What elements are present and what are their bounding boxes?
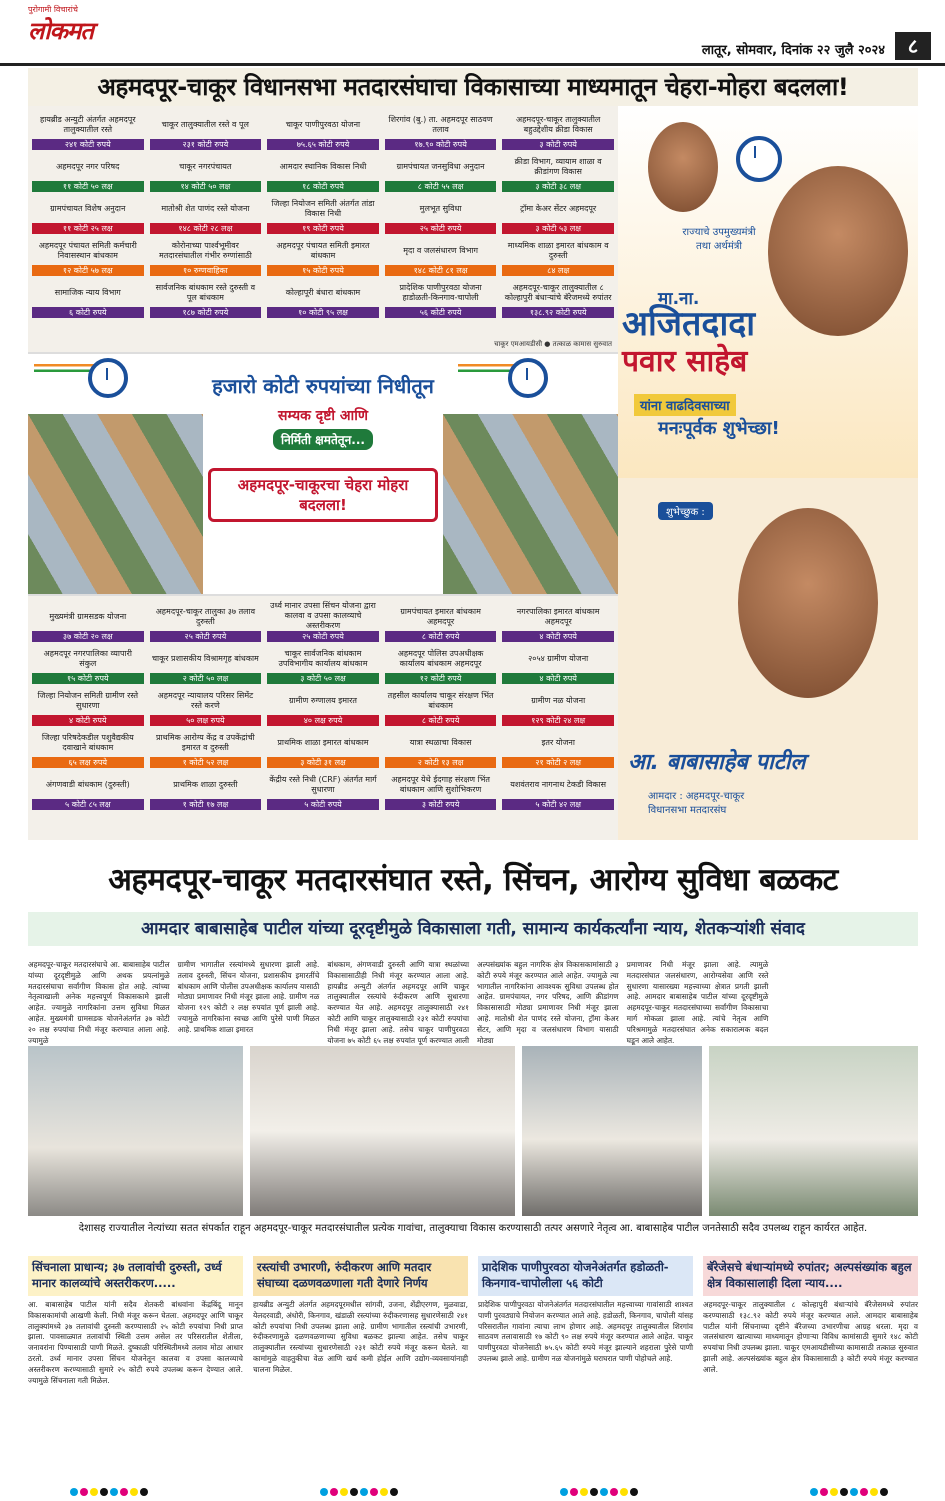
work-amount: ५६ कोटी रुपये bbox=[385, 307, 497, 318]
subsection bbox=[253, 1256, 468, 1460]
work-item bbox=[385, 110, 497, 150]
registration-dot bbox=[340, 1488, 348, 1496]
work-label: अहमदपूर पंचायत समिती इमारत बांधकाम bbox=[276, 240, 370, 260]
article-column: अहमदपूर-चाकूर मतदारसंघाचे आ. बाबासाहेब पाटील यांच्या दूरदृष्टीमुळे आणि अथक प्रयत्नांमुळे मतदारसंघाचा सर्वांगीण विकास होत आहे. त्यांच्या नेतृत्वाखाली अनेक महत्त्वपूर्ण विकासकामे झाली आहेत. ज्यामुळे नागरिकांना उत्तम सुविधा मिळत आहेत. मुख्यमंत्री ग्रामसडक योजनेअंतर्गत ३७ कोटी २० लक्ष रुपयांचा निधी मंजूर करण्यात आला आहे. ज्यामुळे bbox=[28, 960, 170, 1045]
work-item bbox=[385, 194, 497, 234]
work-label: ग्रामपंचायत इमारत बांधकाम अहमदपूर bbox=[400, 606, 481, 626]
work-item bbox=[502, 110, 614, 150]
work-label: अहमदपूर पंचायत समिती कर्मचारी निवासस्थान बांधकाम bbox=[38, 240, 137, 260]
work-label: माध्यमिक शाळा इमारत बांधकाम व दुरुस्ती bbox=[507, 240, 609, 260]
registration-dot bbox=[80, 1488, 88, 1496]
work-item bbox=[150, 728, 262, 768]
work-amount: २ कोटी ५० लक्ष bbox=[150, 673, 262, 684]
work-amount: १८७ कोटी रुपये bbox=[150, 307, 262, 318]
work-amount: १२ कोटी ५७ लक्ष bbox=[32, 265, 144, 276]
work-item bbox=[32, 644, 144, 684]
work-item bbox=[32, 770, 144, 810]
advertisement-panel bbox=[28, 106, 918, 840]
work-label: प्राथमिक शाळा दुरुस्ती bbox=[173, 779, 238, 789]
slogan-banner bbox=[28, 340, 618, 596]
work-amount: ३ कोटी रुपये bbox=[502, 139, 614, 150]
work-label: मृदा व जलसंधारण विभाग bbox=[403, 245, 478, 255]
work-label: नगरपालिका इमारत बांधकाम अहमदपूर bbox=[516, 606, 600, 626]
mla-name: आ. बाबासाहेब पाटील bbox=[628, 750, 806, 775]
work-amount: ४ कोटी रुपये bbox=[32, 715, 144, 726]
work-amount: ३७ कोटी २० लक्ष bbox=[32, 631, 144, 642]
subsection-text: प्रादेशिक पाणीपुरवठा योजनेअंतर्गत मतदारसंघातील महत्त्वाच्या गावांसाठी शाश्वत पाणी पुरवठ्याचे नियोजन करण्यात आले आहे. हडोळती, किनगाव, चापोली यांसह परिसरातील गावांना त्याचा लाभ होणार आहे. अहमदपूर तालुक्यातील शिरगांव साठवण तलावासाठी १७ कोटी ९० लक्ष रुपये मंजूर करण्यात आले आहेत. चाकूर पाणीपुरवठा योजनेसाठी ७५.६५ कोटी रुपये मंजूर झाल्याने शहराला पुरेसे पाणी उपलब्ध झाले आहे. ग्रामीण नळ योजनांमुळे घराघरात पाणी पोहोचले आहे. bbox=[478, 1300, 693, 1363]
work-label: ग्रामीण नळ योजना bbox=[531, 695, 586, 705]
work-amount: १५ कोटी रुपये bbox=[32, 673, 144, 684]
subsection-title: रस्त्यांची उभारणी, रुंदीकरण आणि मतदार संघाच्या दळणवळणाला गती देणारे निर्णय bbox=[253, 1256, 468, 1296]
registration-dot bbox=[90, 1488, 98, 1496]
work-label: यशवंतराव नागनाथ टेकडी विकास bbox=[510, 779, 607, 789]
work-label: अहमदपूर-चाकूर तालुका ३७ तलाव दुरुस्ती bbox=[155, 606, 256, 626]
work-item bbox=[32, 236, 144, 276]
work-label: चाकूर सार्वजनिक बांधकाम उपविभागीय कार्यालय बांधकाम bbox=[278, 648, 368, 668]
work-item bbox=[267, 110, 379, 150]
newspaper-logo: लोकमत bbox=[28, 17, 93, 45]
registration-dot bbox=[830, 1488, 838, 1496]
masthead bbox=[0, 0, 945, 66]
work-amount: ८ कोटी रुपये bbox=[385, 631, 497, 642]
slogan-text bbox=[208, 374, 438, 522]
work-item bbox=[150, 152, 262, 192]
work-label: अहमदपूर न्यायालय परिसर सिमेंट रस्ते करणे bbox=[157, 690, 254, 710]
work-amount: २५ कोटी रुपये bbox=[150, 631, 262, 642]
work-amount: ६५ लक्ष रुपये bbox=[32, 757, 144, 768]
portrait-mla bbox=[738, 508, 878, 698]
work-item bbox=[150, 644, 262, 684]
work-item bbox=[267, 602, 379, 642]
work-amount: ७५.६५ कोटी रुपये bbox=[267, 139, 379, 150]
registration-dot bbox=[380, 1488, 388, 1496]
photo-caption: देशासह राज्यातील नेत्यांच्या सतत संपर्कात राहून अहमदपूर-चाकूर मतदारसंघातील प्रत्येक गावांचा, तालुक्याचा विकास करण्यासाठी तत्पर असणारे नेतृत्व आ. बाबासाहेब पाटील जनतेसाठी सदैव उपलब्ध राहून कार्यरत आहेत. bbox=[78, 1223, 868, 1234]
work-item bbox=[385, 686, 497, 726]
registration-dot bbox=[820, 1488, 828, 1496]
work-item bbox=[502, 644, 614, 684]
work-item bbox=[32, 602, 144, 642]
portrait-large bbox=[768, 166, 908, 336]
subsection-title: बॅरेजेसचे बंधाऱ्यांमध्ये रुपांतर; अल्पसंख्यांक बहुल क्षेत्र विकासालाही दिला न्याय.... bbox=[703, 1256, 918, 1296]
work-item bbox=[32, 110, 144, 150]
greeting-top bbox=[618, 106, 918, 478]
work-amount: १ कोटी १७ लक्ष bbox=[150, 799, 262, 810]
work-label: हायब्रीड अन्युटी अंतर्गत अहमदपूर तालुक्यातील रस्ते bbox=[39, 114, 136, 134]
work-label: इतर योजना bbox=[541, 737, 575, 747]
work-label: जिल्हा नियोजन समिती ग्रामीण रस्ते सुधारणा bbox=[37, 690, 139, 710]
greeting-bottom bbox=[618, 478, 918, 840]
work-label: क्रीडा विभाग, व्यायाम शाळा व क्रीडांगण विकास bbox=[514, 156, 602, 176]
work-item bbox=[502, 236, 614, 276]
work-amount: ४ कोटी रुपये bbox=[502, 631, 614, 642]
work-amount: २ कोटी १३ लक्ष bbox=[385, 757, 497, 768]
work-label: सार्वजनिक बांधकाम रस्ते दुरुस्ती व पूल बांधकाम bbox=[155, 282, 256, 302]
registration-dot bbox=[870, 1488, 878, 1496]
work-label: आमदार स्थानिक विकास निधी bbox=[279, 161, 367, 171]
work-amount: ४० लक्ष रुपये bbox=[267, 715, 379, 726]
photo bbox=[709, 1046, 918, 1216]
work-label: उर्ध्व मानार उपसा सिंचन योजना द्वारा कालवा व उपसा कालव्याचे अस्तरीकरण bbox=[270, 601, 376, 630]
clock-icon bbox=[508, 358, 548, 398]
registration-dot bbox=[140, 1488, 148, 1496]
registration-dot bbox=[390, 1488, 398, 1496]
work-amount: २३१ कोटी रुपये bbox=[150, 139, 262, 150]
photo-collage-right bbox=[443, 414, 618, 594]
work-item bbox=[150, 110, 262, 150]
work-item bbox=[502, 194, 614, 234]
work-amount: ३ कोटी ३१ लक्ष bbox=[267, 757, 379, 768]
registration-dot bbox=[70, 1488, 78, 1496]
work-label: ग्रामपंचायत विशेष अनुदान bbox=[50, 203, 126, 213]
work-amount: १ कोटी ५२ लक्ष bbox=[150, 757, 262, 768]
work-item bbox=[502, 686, 614, 726]
work-item bbox=[267, 194, 379, 234]
work-amount: २५ कोटी रुपये bbox=[267, 631, 379, 642]
work-amount: २४१ कोटी रुपये bbox=[32, 139, 144, 150]
work-amount: १२९ कोटी २४ लक्ष bbox=[502, 715, 614, 726]
work-amount: ३ कोटी ३८ लक्ष bbox=[502, 181, 614, 192]
work-amount: १४८ कोटी ८१ लक्ष bbox=[385, 265, 497, 276]
registration-dot bbox=[110, 1488, 118, 1496]
work-item bbox=[267, 236, 379, 276]
work-amount: ८४ लक्ष bbox=[502, 265, 614, 276]
slogan-line-4: अहमदपूर-चाकूरचा चेहरा मोहरा बदलला! bbox=[208, 468, 438, 522]
registration-dot bbox=[880, 1488, 888, 1496]
wishes-line: मनःपूर्वक शुभेच्छा! bbox=[658, 418, 780, 439]
work-amount: १४ कोटी ५० लक्ष bbox=[150, 181, 262, 192]
work-label: मुख्यमंत्री ग्रामसडक योजना bbox=[49, 611, 127, 621]
clock-icon bbox=[88, 358, 128, 398]
mla-role bbox=[648, 790, 744, 818]
work-item bbox=[32, 152, 144, 192]
work-amount: ५ कोटी रुपये bbox=[267, 799, 379, 810]
work-item bbox=[502, 152, 614, 192]
photo bbox=[250, 1046, 515, 1216]
work-label: ग्रामपंचायत जनसुविधा अनुदान bbox=[396, 161, 485, 171]
greeting-ad bbox=[618, 106, 918, 840]
issue-date: लातूर, सोमवार, दिनांक २२ जुलै २०२४ bbox=[701, 43, 885, 58]
registration-dot bbox=[600, 1488, 608, 1496]
work-item bbox=[385, 602, 497, 642]
honorific: मा.ना. bbox=[658, 289, 700, 309]
name-first: अजितदादा bbox=[622, 304, 756, 344]
work-label: जिल्हा परिषदेकडील पशुवैद्यकीय दवाखाने बांधकाम bbox=[41, 732, 134, 752]
work-amount: १३८.९२ कोटी रुपये bbox=[502, 307, 614, 318]
article-column: बांधकाम, अंगणवाडी दुरुस्ती आणि यात्रा स्थळांच्या विकासासाठीही निधी मंजूर करण्यात आला आहे. हायब्रीड अन्युटी अंतर्गत अहमदपूर आणि चाकूर तालुक्यातील रस्त्यांचे रुंदीकरण आणि सुधारणा करण्यात येत आहे. अहमदपूर तालुक्यासाठी २४१ कोटी आणि चाकूर तालुक्यासाठी २३१ कोटी रुपयांचा निधी मंजूर झाला आहे. तसेच चाकूर पाणीपुरवठा योजना ७५ कोटी ६५ लक्ष रुपयांत पूर्ण करण्यात आली bbox=[327, 960, 469, 1045]
work-item bbox=[502, 278, 614, 318]
work-amount: २१ कोटी २ लक्ष bbox=[502, 757, 614, 768]
work-item bbox=[385, 278, 497, 318]
work-label: अहमदपूर-चाकूर तालुक्यातील ८ कोल्हापुरी बंधाऱ्यांचे बॅरेजमध्ये रुपांतर bbox=[504, 282, 612, 302]
slogan-line-3: निर्मिती क्षमतेतून... bbox=[273, 429, 373, 450]
work-amount: २५ कोटी रुपये bbox=[385, 223, 497, 234]
registration-dot bbox=[610, 1488, 618, 1496]
mla-role-line-1: आमदार : अहमदपूर-चाकूर bbox=[648, 791, 745, 802]
work-label: अहमदपूर नगर परिषद bbox=[56, 161, 120, 171]
work-item bbox=[150, 602, 262, 642]
work-item bbox=[502, 602, 614, 642]
subsection-title: सिंचनाला प्राधान्य; ३७ तलावांची दुरुस्ती, उर्ध्व मानार कालव्यांचे अस्तरीकरण..... bbox=[28, 1256, 243, 1296]
work-amount: ३ कोटी ५३ लक्ष bbox=[502, 223, 614, 234]
work-label: सामाजिक न्याय विभाग bbox=[54, 287, 121, 297]
work-label: प्रादेशिक पाणीपुरवठा योजना हाडोळती-किनगाव-चापोली bbox=[399, 282, 482, 302]
work-amount: ३ कोटी ५० लक्ष bbox=[267, 673, 379, 684]
registration-dot bbox=[570, 1488, 578, 1496]
works-grid-top bbox=[28, 106, 618, 322]
work-label: अंगणवाडी बांधकाम (दुरुस्ती) bbox=[45, 779, 130, 789]
article-column bbox=[776, 960, 918, 1057]
work-label: अहमदपूर-चाकूर तालुक्यातील बहुउद्देशीय क्रीडा विकास bbox=[516, 114, 601, 134]
article-column: अल्पसंख्यांक बहुल नागरिक क्षेत्र विकासकामांसाठी ३ कोटी रुपये मंजूर करण्यात आले आहेत. ज्यामुळे त्या भागातील नागरिकांना आवश्यक सुविधा उपलब्ध होत आहेत. ग्रामपंचायत, नगर परिषद, आणि क्रीडांगण विकासासाठी मोठ्या प्रमाणावर निधी मंजूर झाला आहे. मातोश्री शेत पाणंद रस्ते योजना, ट्रॉमा केअर सेंटर, आणि मृदा व जलसंधारण विभाग यासाठी मोठ्या bbox=[477, 960, 619, 1045]
page-number: ८ bbox=[895, 32, 931, 60]
subsection-text: आ. बाबासाहेब पाटील यांनी सदैव शेतकरी बांधवांना केंद्रबिंदू मानून विकासकामांची आखणी केली. निधी मंजूर करून घेतला. अहमदपूर आणि चाकूर तालुक्यांमध्ये ३७ तलावांची दुरुस्ती करण्यासाठी २५ कोटी रुपयांचा निधी प्राप्त झाला. पावसाळ्यात तलावांची स्थिती उत्तम असेल तर परिसरातील शेतीला, जनावरांना पिण्यासाठी पाणी मिळते. दुष्काळी परिस्थितीमध्ये तलाव मोठा आधार ठरतो. उर्ध्व मानार उपसा सिंचन योजनेतून कालवा व उपसा कालव्याचे अस्तरीकरण करण्यासाठी सुमारे २५ कोटी रुपये उपलब्ध करून देण्यात आले. ज्यामुळे सिंचनाला गती मिळेल. bbox=[28, 1300, 243, 1385]
work-amount: ११ कोटी २५ लक्ष bbox=[32, 223, 144, 234]
work-amount: १० रुग्णवाहिका bbox=[150, 265, 262, 276]
work-label: चाकूर प्रशासकीय विश्रामगृह बांधकाम bbox=[151, 653, 259, 663]
second-headline: अहमदपूर-चाकूर मतदारसंघात रस्ते, सिंचन, आरोग्य सुविधा बळकट bbox=[108, 862, 838, 898]
work-label: प्राथमिक शाळा इमारत बांधकाम bbox=[277, 737, 369, 747]
registration-dot bbox=[580, 1488, 588, 1496]
work-amount: ५ कोटी ८५ लक्ष bbox=[32, 799, 144, 810]
works-grid-bottom bbox=[28, 598, 618, 814]
registration-dot bbox=[370, 1488, 378, 1496]
work-item bbox=[32, 194, 144, 234]
subsection bbox=[703, 1256, 918, 1460]
work-item bbox=[385, 770, 497, 810]
work-item bbox=[267, 728, 379, 768]
registration-dot bbox=[840, 1488, 848, 1496]
work-item bbox=[150, 194, 262, 234]
work-label: प्राथमिक आरोग्य केंद्र व उपकेंद्रांची इमारत व दुरुस्ती bbox=[156, 732, 255, 752]
work-item bbox=[502, 728, 614, 768]
registration-dot bbox=[630, 1488, 638, 1496]
work-label: शिरगांव (बु.) ता. अहमदपूर साठवण तलाव bbox=[388, 114, 493, 134]
subsection bbox=[478, 1256, 693, 1460]
work-item bbox=[502, 770, 614, 810]
work-item bbox=[385, 236, 497, 276]
registration-dot bbox=[120, 1488, 128, 1496]
subsection-title: प्रादेशिक पाणीपुरवठा योजनेअंतर्गत हडोळती-किनगाव-चापोलीला ५६ कोटी bbox=[478, 1256, 693, 1296]
photo-collage-left bbox=[28, 414, 203, 594]
article-subsections bbox=[28, 1256, 918, 1460]
article-column: ग्रामीण भागातील रस्त्यांमध्ये सुधारणा झाली आहे. तलाव दुरुस्ती, सिंचन योजना, प्रशासकीय इमारतींचे बांधकाम आणि पोलीस उपअधीक्षक कार्यालय यासाठी मोठ्या प्रमाणावर निधी मंजूर झाला आहे. ग्रामीण नळ योजना १२९ कोटी २ लक्ष रुपयांत पूर्ण झाली आहे. ज्यामुळे नागरिकांना स्वच्छ आणि पुरेसे पाणी मिळत आहे. प्राथमिक शाळा इमारत bbox=[177, 960, 320, 1034]
work-label: अहमदपूर पोलिस उपअधीक्षक कार्यालय बांधकाम अहमदपूर bbox=[397, 648, 484, 668]
designation: राज्याचे उपमुख्यमंत्री तथा अर्थमंत्री bbox=[682, 227, 756, 252]
mla-role-line-2: विधानसभा मतदारसंघ bbox=[648, 805, 727, 816]
registration-dot bbox=[350, 1488, 358, 1496]
work-amount: १५ कोटी रुपये bbox=[267, 265, 379, 276]
registration-dot bbox=[330, 1488, 338, 1496]
work-label: अहमदपूर येथे ईदगाह संरक्षण भिंत बांधकाम आणि सुशोभिकरण bbox=[391, 774, 490, 794]
registration-dot bbox=[850, 1488, 858, 1496]
work-item bbox=[150, 236, 262, 276]
work-label: जिल्हा नियोजन समिती अंतर्गत तांडा विकास निधी bbox=[271, 198, 375, 218]
midc-note: चाकूर एमआयडीसी ● तत्काळ कामास सुरुवात bbox=[493, 340, 612, 348]
work-item bbox=[267, 152, 379, 192]
work-amount: १० कोटी ९५ लक्ष bbox=[267, 307, 379, 318]
work-label: २०५४ ग्रामीण योजना bbox=[528, 653, 589, 663]
sub-headline: आमदार बाबासाहेब पाटील यांच्या दूरदृष्टीमुळे विकासाला गती, सामान्य कार्यकर्त्यांना न्याय, शेतकऱ्यांशी संवाद bbox=[28, 912, 918, 946]
work-item bbox=[150, 686, 262, 726]
masthead-tagline: पुरोगामी विचारांचे bbox=[28, 5, 78, 14]
slogan-line-2: सम्यक दृष्टी आणि bbox=[278, 408, 368, 424]
registration-dot bbox=[620, 1488, 628, 1496]
registration-dot bbox=[860, 1488, 868, 1496]
work-item bbox=[267, 644, 379, 684]
registration-dot bbox=[320, 1488, 328, 1496]
work-amount: ८ कोटी ५५ लक्ष bbox=[385, 181, 497, 192]
work-label: चाकूर पाणीपुरवठा योजना bbox=[285, 119, 361, 129]
work-amount: ११ कोटी ५० लक्ष bbox=[32, 181, 144, 192]
work-item bbox=[32, 728, 144, 768]
work-item bbox=[150, 770, 262, 810]
subsection-text: अहमदपूर-चाकूर तालुक्यातील ८ कोल्हापुरी बंधाऱ्यांचे बॅरेजेसमध्ये रुपांतर करण्यासाठी १३८.९२ कोटी रुपये मंजूर करण्यात आले. आमदार बाबासाहेब पाटील यांनी सिंचनाच्या दृष्टीने बॅरेजच्या उभारणीचा आग्रह धरला. मृदा व जलसंधारण खात्याच्या माध्यमातून होणाऱ्या विविध कामांसाठी सुमारे १४८ कोटी रुपयांचा निधी उपलब्ध झाला. चाकूर एमआयडीसीच्या कामासाठी तत्काळ सुरुवात झाली आहे. अल्पसंख्यांक बहुल क्षेत्र विकासासाठी ३ कोटी रुपये मंजूर करण्यात आले. bbox=[703, 1300, 918, 1374]
work-item bbox=[267, 278, 379, 318]
work-item bbox=[150, 278, 262, 318]
slogan-line-1: हजारो कोटी रुपयांच्या निधीतून bbox=[212, 374, 434, 398]
main-headline: अहमदपूर-चाकूर विधानसभा मतदारसंघाचा विकासाच्या माध्यमातून चेहरा-मोहरा बदलला! bbox=[28, 68, 918, 106]
work-item bbox=[32, 686, 144, 726]
photo-strip bbox=[28, 1046, 918, 1216]
subsection bbox=[28, 1256, 243, 1460]
work-amount: ४ कोटी रुपये bbox=[502, 673, 614, 684]
work-item bbox=[385, 644, 497, 684]
wisher-label: शुभेच्छुक : bbox=[658, 502, 713, 520]
work-label: यात्रा स्थळाचा विकास bbox=[409, 737, 472, 747]
work-label: चाकूर नगरपंचायत bbox=[179, 161, 232, 171]
work-amount: १२ कोटी रुपये bbox=[385, 673, 497, 684]
work-label: ट्रॉमा केअर सेंटर अहमदपूर bbox=[520, 203, 597, 213]
work-item bbox=[267, 770, 379, 810]
work-amount: ८ कोटी रुपये bbox=[385, 715, 497, 726]
work-item bbox=[385, 152, 497, 192]
work-amount: १९ कोटी रुपये bbox=[267, 223, 379, 234]
article-body bbox=[28, 960, 918, 1045]
work-label: तहसील कार्यालय चाकूर संरक्षण भिंत बांधकाम bbox=[387, 690, 494, 710]
work-amount: १४८ कोटी २८ लक्ष bbox=[150, 223, 262, 234]
registration-dot bbox=[100, 1488, 108, 1496]
work-item bbox=[385, 728, 497, 768]
work-label: कोल्हापूरी बंधारा बांधकाम bbox=[285, 287, 361, 297]
registration-dot bbox=[560, 1488, 568, 1496]
work-label: कोरोनाच्या पार्श्वभूमीवर मतदारसंघातील गंभीर रुग्णांसाठी bbox=[158, 240, 252, 260]
work-amount: १८ कोटी रुपये bbox=[267, 181, 379, 192]
work-label: अहमदपूर नगरपालिका व्यापारी संकुल bbox=[43, 648, 132, 668]
registration-dot bbox=[360, 1488, 368, 1496]
work-label: केंद्रीय रस्ते निधी (CRF) अंतर्गत मार्ग सुधारणा bbox=[269, 774, 377, 794]
registration-dot bbox=[810, 1488, 818, 1496]
work-item bbox=[267, 686, 379, 726]
work-label: मातोश्री शेत पाणंद रस्ते योजना bbox=[161, 203, 250, 213]
article-column: प्रमाणावर निधी मंजूर झाला आहे. त्यामुळे मतदारसंघात जलसंधारण, आरोग्यसेवा आणि रस्ते सुधारणा यासारख्या महत्त्वाच्या क्षेत्रात प्रगती झाली आहे. आमदार बाबासाहेब पाटील यांच्या दूरदृष्टीमुळे अहमदपूर-चाकूर मतदारसंघाच्या सर्वांगीण विकासाचा मार्ग मोकळा झाला आहे. त्यांचे नेतृत्व आणि परिश्रमामुळे मतदारसंघात अनेक सकारात्मक बदल घडून आले आहेत. bbox=[626, 960, 769, 1045]
work-amount: ६ कोटी रुपये bbox=[32, 307, 144, 318]
name-last: पवार साहेब bbox=[622, 344, 748, 379]
portrait-small bbox=[648, 122, 718, 212]
birthday-line: यांना वाढदिवसाच्या bbox=[634, 394, 736, 416]
work-label: चाकूर तालुक्यातील रस्ते व पूल bbox=[161, 119, 249, 129]
work-amount: ३ कोटी रुपये bbox=[385, 799, 497, 810]
subsection-text: हायब्रीड अन्युटी अंतर्गत अहमदपूरमधील सांगवी, उजना, शेंद्रीएरगण, मुळवाडा, येलदरवाडी, अंधोरी, किनगाव, खंडाळी रस्त्यांच्या रुंदीकरणासह सुधारणेसाठी २४१ कोटी रुपयांचा निधी उपलब्ध झाला आहे. ग्रामीण भागातील रस्त्यांची उभारणी, रुंदीकरणामुळे दळणवळणाच्या सुविधा बळकट झाल्या आहेत. तसेच चाकूर तालुक्यातील रस्त्यांच्या सुधारणेसाठी २३१ कोटी रुपये मंजूर करून घेतले. या कामांमुळे वाहतुकीचा वेळ आणि खर्च कमी होईल आणि उद्योग-व्यवसायांनाही चालना मिळेल. bbox=[253, 1300, 468, 1374]
work-item bbox=[32, 278, 144, 318]
registration-dot bbox=[590, 1488, 598, 1496]
work-amount: ५ कोटी ४२ लक्ष bbox=[502, 799, 614, 810]
work-label: ग्रामीण रुग्णालय इमारत bbox=[289, 695, 357, 705]
registration-dot bbox=[130, 1488, 138, 1496]
work-amount: १७.९० कोटी रुपये bbox=[385, 139, 497, 150]
photo bbox=[28, 1046, 243, 1216]
work-label: मुलभूत सुविधा bbox=[419, 203, 462, 213]
work-amount: ५० लक्ष रुपये bbox=[150, 715, 262, 726]
clock-icon bbox=[736, 136, 782, 182]
photo bbox=[522, 1046, 702, 1216]
